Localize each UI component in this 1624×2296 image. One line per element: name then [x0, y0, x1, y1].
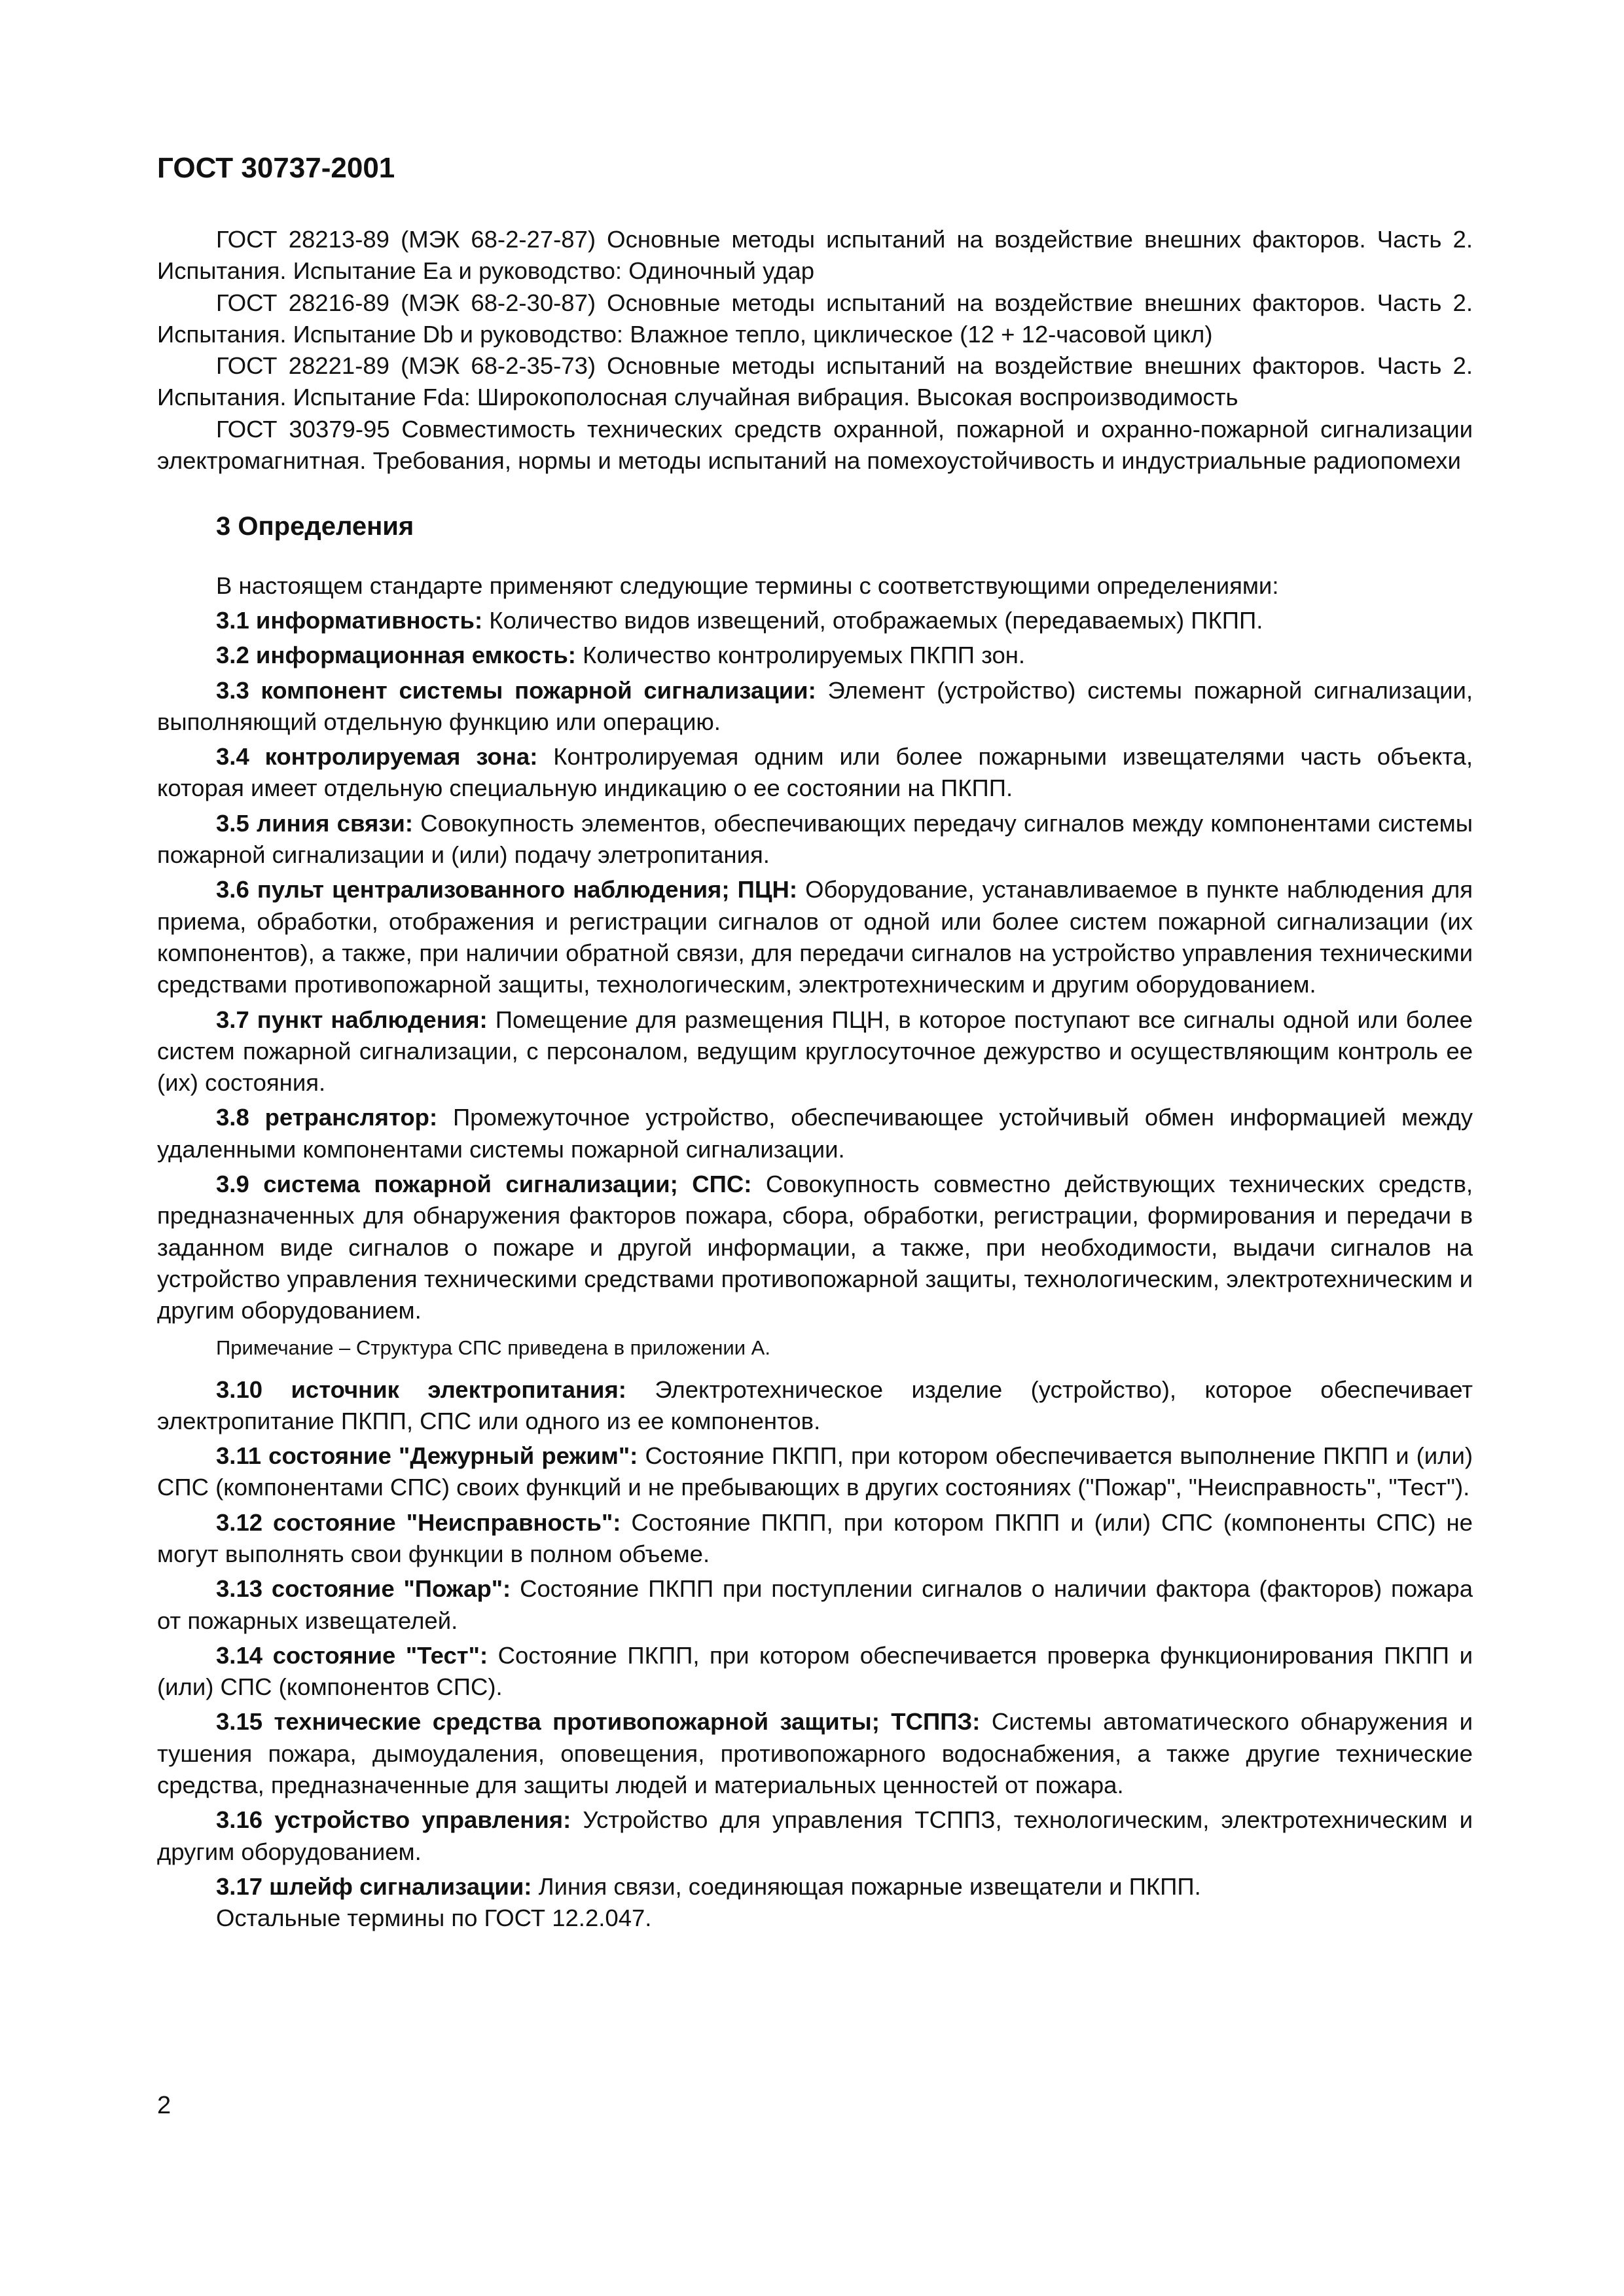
definition-item — [157, 675, 1473, 738]
definition-term: 3.14 состояние "Тест": — [216, 1641, 488, 1669]
definition-text: Состояние ПКПП при поступлении сигналов о наличии фактора (факторов) пожара от пожарных извещателей. — [157, 1575, 1473, 1634]
definition-term: 3.1 информативность: — [216, 606, 483, 634]
section-title: 3 Определения — [216, 512, 414, 541]
definition-item — [157, 1871, 1473, 1903]
definition-item — [157, 741, 1473, 805]
definition-term: 3.8 ретранслятор: — [216, 1104, 438, 1131]
definition-item — [157, 1004, 1473, 1099]
definition-term: 3.3 компонент системы пожарной сигнализации: — [216, 676, 816, 704]
definition-text: Устройство для управления ТСППЗ, технологическим, электротехническим и другим оборудованием. — [157, 1806, 1473, 1865]
definition-text: Помещение для размещения ПЦН, в которое поступают все сигналы одной или более систем пожарной сигнализации, с персоналом, ведущим круглосуточное дежурство и осуществляющим контроль ее (их) состояния. — [157, 1006, 1473, 1097]
document-header: ГОСТ 30737-2001 — [157, 152, 395, 184]
definition-text: Количество контролируемых ПКПП зон. — [575, 642, 1026, 669]
reference-item: ГОСТ 30379-95 Совместимость технических средств охранной, пожарной и охранно-пожарной сигнализации электромагнитная. Требования, нормы и методы испытаний на помехоустойчивость и индустриальные радиопомехи — [157, 415, 1473, 475]
definition-item — [157, 1804, 1473, 1868]
definition-term: 3.13 состояние "Пожар": — [216, 1575, 511, 1603]
definition-term: 3.11 состояние "Дежурный режим": — [216, 1442, 638, 1470]
document-body — [157, 224, 1473, 1935]
definition-text: Линия связи, соединяющая пожарные извещатели и ПКПП. — [532, 1872, 1201, 1900]
reference-item: ГОСТ 28213-89 (МЭК 68-2-27-87) Основные методы испытаний на воздействие внешних факторов. Часть 2. Испытания. Испытание Ea и руководство: Одиночный удар — [157, 226, 1473, 285]
definition-item — [157, 640, 1473, 671]
definition-text: Контролируемая одним или более пожарными извещателями часть объекта, которая имеет отдельную специальную индикацию о ее состоянии на ПКПП. — [157, 743, 1473, 802]
definition-term: 3.6 пульт централизованного наблюдения; ПЦН: — [216, 876, 797, 903]
definition-term: 3.16 устройство управления: — [216, 1806, 571, 1834]
definition-text: Количество видов извещений, отображаемых (передаваемых) ПКПП. — [482, 606, 1263, 634]
definition-text: Промежуточное устройство, обеспечивающее устойчивый обмен информацией между удаленными компонентами системы пожарной сигнализации. — [157, 1104, 1473, 1163]
definition-item — [157, 1440, 1473, 1504]
definition-item — [157, 1706, 1473, 1801]
definition-text: Совокупность элементов, обеспечивающих передачу сигналов между компонентами системы пожарной сигнализации и (или) подачу элетропитания. — [157, 809, 1473, 869]
definition-item — [157, 1169, 1473, 1326]
definition-item — [157, 605, 1473, 636]
definition-term: 3.15 технические средства противопожарной защиты; ТСППЗ: — [216, 1708, 981, 1736]
section-intro: В настоящем стандарте применяют следующие термины с соответствующими определениями: — [216, 572, 1279, 599]
definition-term: 3.12 состояние "Неисправность": — [216, 1508, 621, 1536]
definition-text: Электротехническое изделие (устройство), которое обеспечивает электропитание ПКПП, СПС или одного из ее компонентов. — [157, 1376, 1473, 1434]
definition-text: Элемент (устройство) системы пожарной сигнализации, выполняющий отдельную функцию или операцию. — [157, 676, 1473, 735]
closing-text: Остальные термины по ГОСТ 12.2.047. — [216, 1904, 652, 1932]
definition-text: Системы автоматического обнаружения и тушения пожара, дымоудаления, оповещения, противопожарного водоснабжения, а также другие технические средства, предназначенные для защиты людей и материальных ценностей от пожара. — [157, 1708, 1473, 1799]
definition-text: Состояние ПКПП, при котором обеспечивается проверка функционирования ПКПП и (или) СПС (компонентов СПС). — [157, 1641, 1473, 1701]
definition-text: Оборудование, устанавливаемое в пункте наблюдения для приема, обработки, отображения и регистрации сигналов от одной или более систем пожарной сигнализации (их компонентов), а также, при наличии обратной связи, для передачи сигналов на устройство управления техническими средствами противопожарной защиты, технологическим, электротехническим и другим оборудованием. — [157, 876, 1473, 998]
definition-item — [157, 1102, 1473, 1165]
definition-item — [157, 874, 1473, 1000]
page-number: 2 — [157, 2092, 171, 2119]
definition-item — [157, 1507, 1473, 1571]
definition-term: 3.5 линия связи: — [216, 809, 413, 837]
definition-item — [157, 1573, 1473, 1637]
definition-term: 3.17 шлейф сигнализации: — [216, 1872, 532, 1900]
reference-item: ГОСТ 28221-89 (МЭК 68-2-35-73) Основные методы испытаний на воздействие внешних факторов. Часть 2. Испытания. Испытание Fda: Широкополосная случайная вибрация. Высокая воспроизводимость — [157, 352, 1473, 411]
definition-term: 3.9 система пожарной сигнализации; СПС: — [216, 1171, 752, 1198]
definition-text: Состояние ПКПП, при котором обеспечивается выполнение ПКПП и (или) СПС (компонентами СПС) своих функций и не пребывающих в других состояниях ("Пожар", "Неисправность", "Тест"). — [157, 1442, 1473, 1501]
definition-term: 3.7 пункт наблюдения: — [216, 1006, 488, 1033]
definition-term: 3.10 источник электропитания: — [216, 1376, 626, 1403]
definition-item — [157, 1374, 1473, 1438]
definition-item — [157, 1640, 1473, 1704]
definition-term: 3.2 информационная емкость: — [216, 642, 576, 669]
definition-text: Совокупность совместно действующих технических средств, предназначенных для обнаружения факторов пожара, сбора, обработки, регистрации, формирования и передачи в заданном виде сигналов о пожаре и другой информации, а также, при необходимости, выдачи сигналов на устройство управления техническими средствами противопожарной защиты, технологическим, электротехническим и другим оборудованием. — [157, 1171, 1473, 1324]
definition-term: 3.4 контролируемая зона: — [216, 743, 538, 771]
definition-text: Состояние ПКПП, при котором ПКПП и (или) СПС (компоненты СПС) не могут выполнять свои функции в полном объеме. — [157, 1508, 1473, 1567]
note: Примечание – Структура СПС приведена в приложении А. — [216, 1336, 770, 1359]
reference-item: ГОСТ 28216-89 (МЭК 68-2-30-87) Основные методы испытаний на воздействие внешних факторов. Часть 2. Испытания. Испытание Db и руководство: Влажное тепло, циклическое (12 + 12-часовой цикл) — [157, 289, 1473, 348]
definition-item — [157, 808, 1473, 871]
